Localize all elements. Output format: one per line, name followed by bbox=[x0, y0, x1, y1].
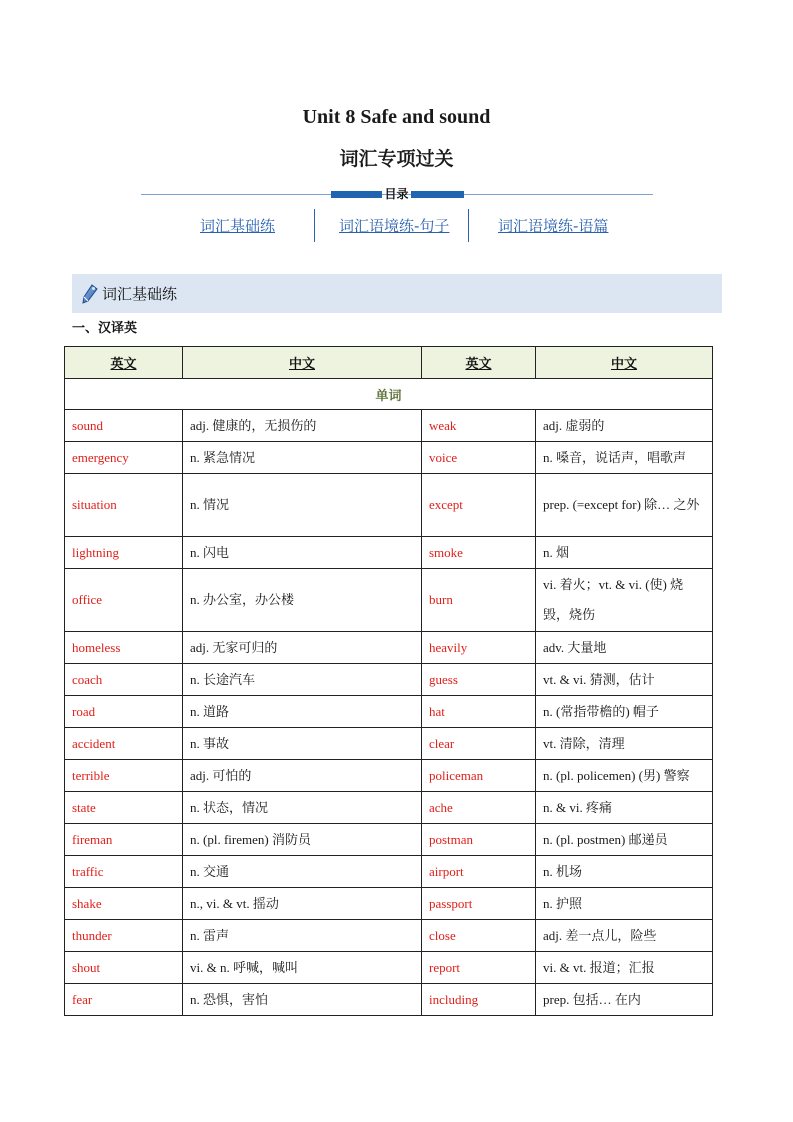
chinese-meaning: prep. 包括… 在内 bbox=[536, 984, 713, 1016]
english-word: close bbox=[422, 920, 536, 952]
english-word: passport bbox=[422, 888, 536, 920]
chinese-meaning: n. 状态，情况 bbox=[183, 792, 422, 824]
chinese-meaning: n. & vi. 疼痛 bbox=[536, 792, 713, 824]
chinese-meaning: n., vi. & vt. 摇动 bbox=[183, 888, 422, 920]
toc-link-passage[interactable]: 词汇语境练-语篇 bbox=[498, 217, 609, 235]
chinese-meaning: adj. 无家可归的 bbox=[183, 632, 422, 664]
section-title: 词汇基础练 bbox=[102, 285, 178, 303]
english-word: smoke bbox=[422, 537, 536, 569]
chinese-meaning: n. 情况 bbox=[183, 474, 422, 537]
chinese-meaning: n. 机场 bbox=[536, 856, 713, 888]
chinese-meaning: prep. (=except for) 除… 之外 bbox=[536, 474, 713, 537]
chinese-meaning: n. (pl. firemen) 消防员 bbox=[183, 824, 422, 856]
chinese-meaning: adj. 差一点儿，险些 bbox=[536, 920, 713, 952]
chinese-meaning: n. 长途汽车 bbox=[183, 664, 422, 696]
chinese-meaning: n. 交通 bbox=[183, 856, 422, 888]
chinese-meaning: n. (pl. postmen) 邮递员 bbox=[536, 824, 713, 856]
toc-link-basic[interactable]: 词汇基础练 bbox=[200, 217, 276, 235]
table-row bbox=[65, 632, 713, 664]
header-chinese: 中文 bbox=[536, 347, 713, 379]
table-row bbox=[65, 474, 713, 537]
table-row bbox=[65, 696, 713, 728]
group-label: 单词 bbox=[65, 379, 713, 410]
chinese-meaning: vi. 着火；vt. & vi. (使) 烧毁，烧伤 bbox=[536, 569, 713, 632]
toc-bar-left bbox=[331, 191, 382, 198]
english-word: shake bbox=[65, 888, 183, 920]
chinese-meaning: vi. & n. 呼喊，喊叫 bbox=[183, 952, 422, 984]
chinese-meaning: adj. 可怕的 bbox=[183, 760, 422, 792]
vocabulary-table bbox=[64, 346, 713, 1016]
english-word: hat bbox=[422, 696, 536, 728]
english-word: road bbox=[65, 696, 183, 728]
english-word: shout bbox=[65, 952, 183, 984]
english-word: office bbox=[65, 569, 183, 632]
english-word: accident bbox=[65, 728, 183, 760]
english-word: report bbox=[422, 952, 536, 984]
chinese-meaning: vt. & vi. 猜测，估计 bbox=[536, 664, 713, 696]
chinese-meaning: n. 办公室，办公楼 bbox=[183, 569, 422, 632]
table-row bbox=[65, 569, 713, 632]
english-word: emergency bbox=[65, 442, 183, 474]
chinese-meaning: n. 紧急情况 bbox=[183, 442, 422, 474]
table-row bbox=[65, 920, 713, 952]
table-row bbox=[65, 410, 713, 442]
toc-bar-right bbox=[411, 191, 464, 198]
english-word: weak bbox=[422, 410, 536, 442]
table-row bbox=[65, 728, 713, 760]
table-row bbox=[65, 442, 713, 474]
document-subtitle: 词汇专项过关 bbox=[339, 148, 454, 170]
table-row bbox=[65, 760, 713, 792]
english-word: situation bbox=[65, 474, 183, 537]
chinese-meaning: adj. 健康的，无损伤的 bbox=[183, 410, 422, 442]
english-word: airport bbox=[422, 856, 536, 888]
english-word: burn bbox=[422, 569, 536, 632]
table-row bbox=[65, 856, 713, 888]
chinese-meaning: vt. 清除，清理 bbox=[536, 728, 713, 760]
english-word: fireman bbox=[65, 824, 183, 856]
english-word: thunder bbox=[65, 920, 183, 952]
english-word: voice bbox=[422, 442, 536, 474]
chinese-meaning: n. 雷声 bbox=[183, 920, 422, 952]
english-word: lightning bbox=[65, 537, 183, 569]
table-row bbox=[65, 824, 713, 856]
chinese-meaning: n. 道路 bbox=[183, 696, 422, 728]
english-word: policeman bbox=[422, 760, 536, 792]
table-row bbox=[65, 664, 713, 696]
english-word: except bbox=[422, 474, 536, 537]
chinese-meaning: adv. 大量地 bbox=[536, 632, 713, 664]
pencil-icon bbox=[81, 284, 99, 304]
chinese-meaning: n. (pl. policemen) (男) 警察 bbox=[536, 760, 713, 792]
english-word: postman bbox=[422, 824, 536, 856]
chinese-meaning: n. 护照 bbox=[536, 888, 713, 920]
english-word: traffic bbox=[65, 856, 183, 888]
english-word: homeless bbox=[65, 632, 183, 664]
chinese-meaning: n. 烟 bbox=[536, 537, 713, 569]
table-row bbox=[65, 888, 713, 920]
toc-separator bbox=[314, 209, 315, 242]
english-word: terrible bbox=[65, 760, 183, 792]
table-row bbox=[65, 792, 713, 824]
table-row bbox=[65, 984, 713, 1016]
english-word: state bbox=[65, 792, 183, 824]
chinese-meaning: n. (常指带檐的) 帽子 bbox=[536, 696, 713, 728]
header-chinese: 中文 bbox=[183, 347, 422, 379]
toc-label: 目录 bbox=[384, 187, 409, 201]
toc-separator bbox=[468, 209, 469, 242]
part-heading: 一、汉译英 bbox=[72, 321, 138, 336]
chinese-meaning: n. 闪电 bbox=[183, 537, 422, 569]
table-row bbox=[65, 537, 713, 569]
toc-link-sentence[interactable]: 词汇语境练-句子 bbox=[339, 217, 450, 235]
chinese-meaning: adj. 虚弱的 bbox=[536, 410, 713, 442]
chinese-meaning: n. 嗓音，说话声，唱歌声 bbox=[536, 442, 713, 474]
english-word: ache bbox=[422, 792, 536, 824]
header-english: 英文 bbox=[422, 347, 536, 379]
english-word: clear bbox=[422, 728, 536, 760]
english-word: including bbox=[422, 984, 536, 1016]
table-row bbox=[65, 952, 713, 984]
chinese-meaning: n. 恐惧，害怕 bbox=[183, 984, 422, 1016]
chinese-meaning: n. 事故 bbox=[183, 728, 422, 760]
english-word: sound bbox=[65, 410, 183, 442]
english-word: guess bbox=[422, 664, 536, 696]
header-english: 英文 bbox=[65, 347, 183, 379]
english-word: fear bbox=[65, 984, 183, 1016]
english-word: coach bbox=[65, 664, 183, 696]
document-title: Unit 8 Safe and sound bbox=[302, 106, 491, 128]
chinese-meaning: vi. & vt. 报道；汇报 bbox=[536, 952, 713, 984]
english-word: heavily bbox=[422, 632, 536, 664]
